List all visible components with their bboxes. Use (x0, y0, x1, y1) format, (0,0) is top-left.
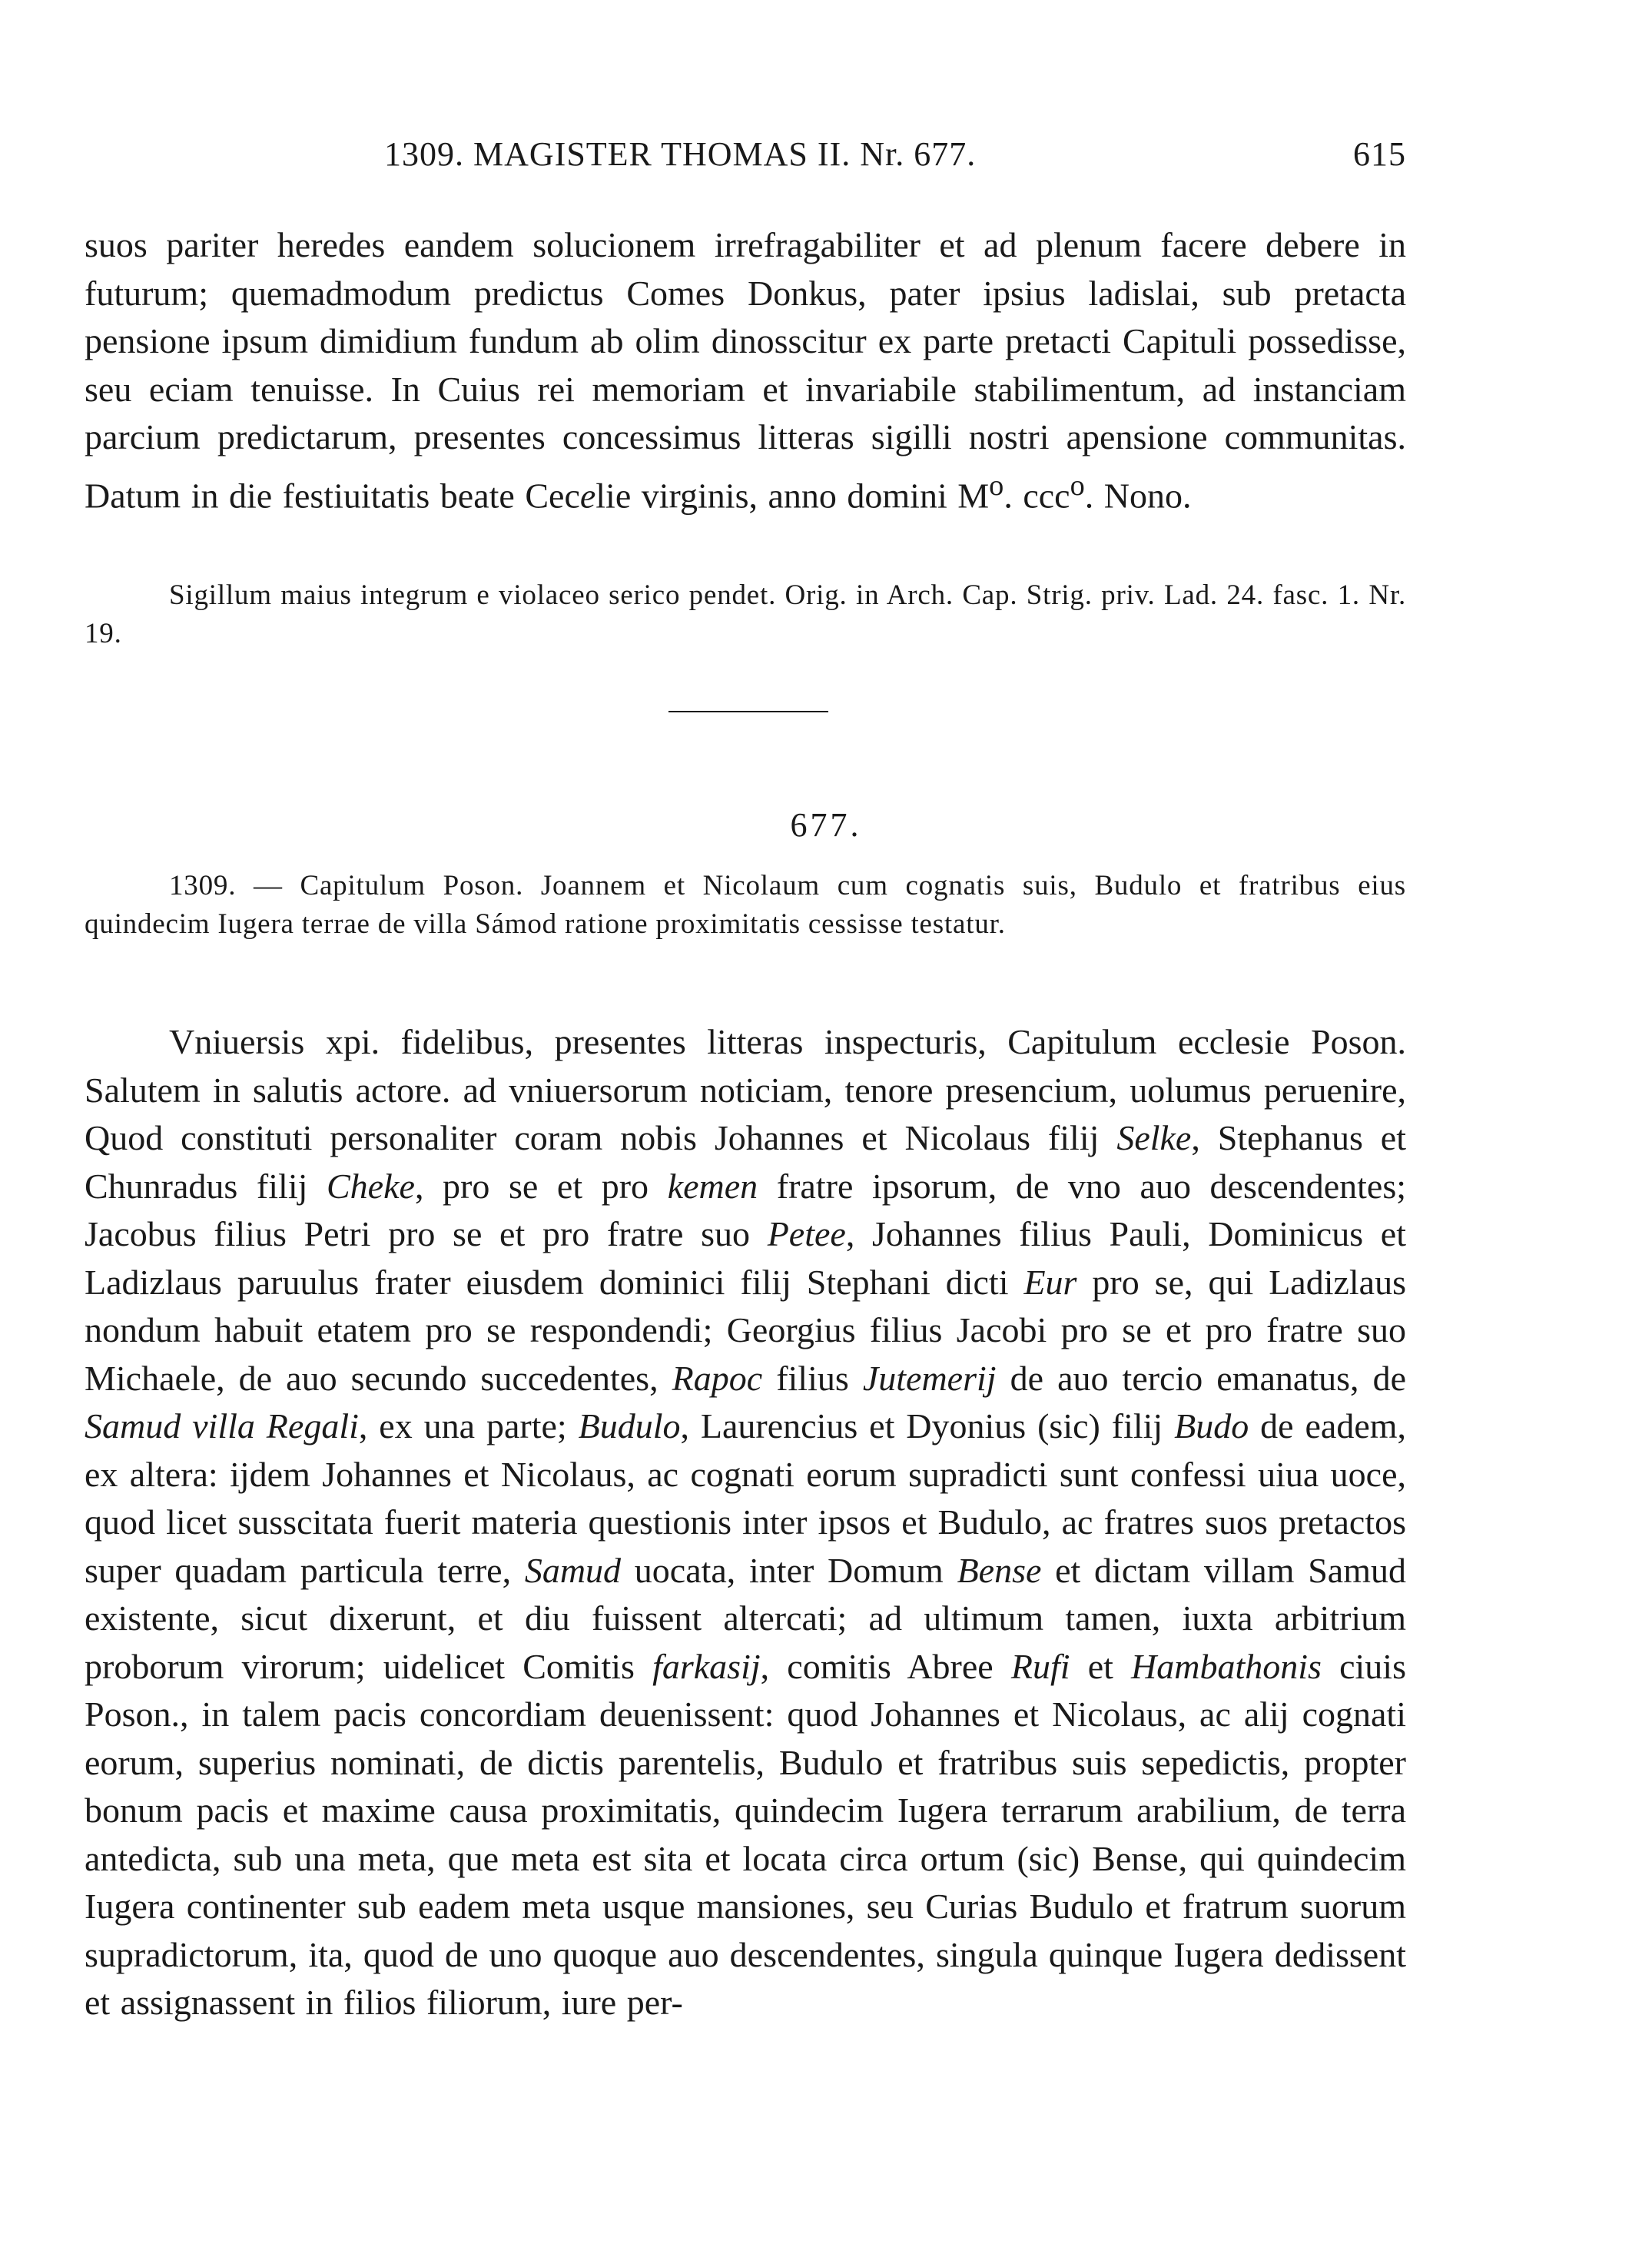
charter-segment: , ex una parte; (358, 1406, 579, 1446)
header-title: 1309. MAGISTER THOMAS II. Nr. 677. (384, 135, 977, 173)
charter-italic-name: Jutemerij (862, 1358, 997, 1398)
continued-text-part: . Nono. (1084, 475, 1192, 515)
continued-text-part: suos pariter heredes eandem solucionem irrefragabiliter et ad plenum facere debere in futurum; quemadmodum predictus Comes Donkus, pater ipsius ladislai, sub pretacta pensione ipsum dimidium fundum ab olim dinosscitur ex parte pretacti Capituli possedisse, seu eciam tenuisse. In Cuius rei memoriam et invariabile stabilimentum, ad instanciam parcium predictarum, presentes concessimus litteras sigilli nostri apensione communitas. Datum in die festiuitatis beate Cec (85, 225, 1406, 515)
charter-text (85, 1018, 1406, 2027)
charter-italic-name: Rapoc (672, 1358, 763, 1398)
section-divider (668, 711, 828, 712)
charter-segment: et (1070, 1646, 1132, 1686)
charter-italic-name: Rufi (1010, 1646, 1070, 1686)
document-number: 677. (790, 806, 862, 844)
regest-summary: 1309. — Capitulum Poson. Joannem et Nicolaum cum cognatis suis, Budulo et fratribus eius quindecim Iugera terrae de villa Sámod ratione proximitatis cessisse testatur. (85, 870, 1406, 940)
continued-text-italic: e (579, 475, 596, 515)
charter-italic-name: Budo (1174, 1406, 1249, 1446)
charter-italic-name: farkasij (652, 1646, 761, 1686)
seal-note: Sigillum maius integrum e violaceo serico pendet. Orig. in Arch. Cap. Strig. priv. Lad. 24. fasc. 1. Nr. 19. (85, 579, 1406, 649)
page-number: 615 (1353, 135, 1406, 173)
continued-text-part: lie virginis, anno domini M (595, 475, 990, 515)
continued-text-part: . ccc (1003, 475, 1070, 515)
charter-segment: pro se, qui Ladizlaus nondum habuit etatem pro se respondendi; Georgius filius Jacobi pro se et pro fratre suo Michaele, de auo secundo succedentes, (85, 1262, 1406, 1398)
superscript-o: o (1070, 469, 1085, 502)
running-header (85, 134, 1406, 188)
charter-segment: , Laurencius et Dyonius (sic) filij (680, 1406, 1175, 1446)
charter-italic-name: Selke (1116, 1118, 1192, 1157)
charter-italic-name: kemen (667, 1166, 758, 1206)
charter-segment: , Johannes filius Pauli, Dominicus et Ladizlaus paruulus frater eiusdem dominici filij Stephani dicti (85, 1214, 1406, 1302)
charter-italic-name: Samud (524, 1550, 622, 1590)
charter-segment: Vniuersis xpi. fidelibus, presentes litteras inspecturis, Capitulum ecclesie Poson. Salutem in salutis actore. ad vniuersorum noticiam, tenore presencium, uolumus peruenire, Quod constituti personaliter coram nobis Johannes et Nicolaus filij (85, 1022, 1406, 1157)
charter-italic-name: Petee (767, 1214, 846, 1253)
charter-segment: ciuis Poson., in talem pacis concordiam deuenissent: quod Johannes et Nicolaus, ac alij cognati eorum, superius nominati, de dictis parentelis, Budulo et fratribus suis sepedictis, propter bonum pacis et maxime causa proximitatis, quindecim Iugera terrarum arabilium, de terra antedicta, sub una meta, que meta est sita et locata circa ortum (sic) Bense, qui quindecim Iugera continenter sub eadem meta usque mansiones, seu Curias Budulo et fratrum suorum supradictorum, ita, quod de uno quoque auo descendentes, singula quinque Iugera dedissent et assignassent in filios filiorum, iure per- (85, 1646, 1406, 2022)
charter-italic-name: Hambathonis (1131, 1646, 1322, 1686)
charter-segment: , comitis Abree (760, 1646, 1011, 1686)
charter-italic-name: Cheke (327, 1166, 415, 1206)
charter-italic-name: Budulo (578, 1406, 681, 1446)
charter-segment: de auo tercio emanatus, de (996, 1358, 1406, 1398)
charter-italic-name: Bense (957, 1550, 1042, 1590)
charter-segment: , Stephanus et Chunradus filij (85, 1118, 1406, 1206)
continued-paragraph (85, 221, 1406, 519)
charter-segment: , pro se et pro (414, 1166, 668, 1206)
charter-segment: uocata, inter Domum (621, 1550, 957, 1590)
charter-italic-name: Eur (1023, 1262, 1077, 1302)
charter-italic-name: Samud villa Regali (85, 1406, 359, 1446)
charter-segment: fratre ipsorum, de vno auo descendentes; Jacobus filius Petri pro se et pro fratre suo (85, 1166, 1407, 1253)
superscript-o: o (989, 469, 1004, 502)
charter-segment: filius (762, 1358, 863, 1398)
charter-segment: de eadem, ex altera: ijdem Johannes et Nicolaus, ac cognati eorum supradicti sunt confessi uiua uoce, quod licet susscitata fuerit materia questionis inter ipsos et Budulo, ac fratres suos pretactos super quadam particula terre, (85, 1406, 1407, 1590)
charter-segment: et dictam villam Samud existente, sicut dixerunt, et diu fuissent altercati; ad ultimum tamen, iuxta arbitrium proborum virorum; uidelicet Comitis (85, 1550, 1406, 1686)
